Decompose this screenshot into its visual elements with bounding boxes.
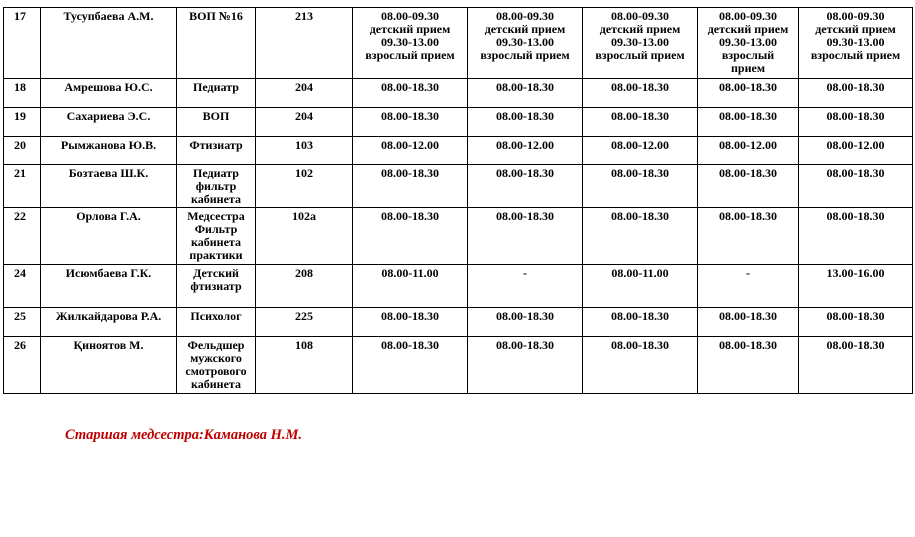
day-5-hours: 08.00-18.30 [799,79,913,108]
day-4-hours: 08.00-18.30 [698,208,799,265]
employee-name: Сахариева Э.С. [41,108,177,137]
day-2-hours: 08.00-12.00 [468,137,583,165]
specialty: Педиатр [177,79,256,108]
day-5-hours: 08.00-12.00 [799,137,913,165]
day-4-hours: 08.00-09.30 детский прием 09.30-13.00 взрослый прием [698,8,799,79]
room-number: 102а [256,208,353,265]
table-row [4,265,913,308]
room-number: 108 [256,337,353,394]
employee-name: Орлова Г.А. [41,208,177,265]
day-2-hours: 08.00-18.30 [468,308,583,337]
day-5-hours: 08.00-18.30 [799,165,913,208]
day-2-hours: 08.00-18.30 [468,208,583,265]
specialty: Психолог [177,308,256,337]
room-number: 213 [256,8,353,79]
room-number: 225 [256,308,353,337]
table-row [4,8,913,79]
day-2-hours: 08.00-18.30 [468,165,583,208]
day-3-hours: 08.00-18.30 [583,79,698,108]
specialty: ВОП №16 [177,8,256,79]
day-4-hours: - [698,265,799,308]
day-3-hours: 08.00-18.30 [583,337,698,394]
day-3-hours: 08.00-11.00 [583,265,698,308]
table-row [4,308,913,337]
table-row [4,137,913,165]
day-3-hours: 08.00-18.30 [583,108,698,137]
day-2-hours: - [468,265,583,308]
day-4-hours: 08.00-12.00 [698,137,799,165]
day-4-hours: 08.00-18.30 [698,108,799,137]
table-row [4,337,913,394]
row-number: 18 [4,79,41,108]
specialty: Медсестра Фильтр кабинета практики [177,208,256,265]
day-1-hours: 08.00-12.00 [353,137,468,165]
row-number: 25 [4,308,41,337]
day-3-hours: 08.00-18.30 [583,165,698,208]
room-number: 208 [256,265,353,308]
row-number: 17 [4,8,41,79]
day-2-hours: 08.00-18.30 [468,337,583,394]
day-1-hours: 08.00-18.30 [353,79,468,108]
employee-name: Жилкайдарова Р.А. [41,308,177,337]
day-1-hours: 08.00-18.30 [353,337,468,394]
specialty: Педиатр фильтр кабинета [177,165,256,208]
specialty: ВОП [177,108,256,137]
row-number: 22 [4,208,41,265]
day-5-hours: 08.00-18.30 [799,108,913,137]
row-number: 20 [4,137,41,165]
day-1-hours: 08.00-18.30 [353,108,468,137]
employee-name: Бозтаева Ш.К. [41,165,177,208]
employee-name: Амрешова Ю.С. [41,79,177,108]
room-number: 102 [256,165,353,208]
day-5-hours: 08.00-18.30 [799,337,913,394]
day-4-hours: 08.00-18.30 [698,79,799,108]
day-5-hours: 08.00-18.30 [799,208,913,265]
day-3-hours: 08.00-18.30 [583,308,698,337]
signature: Старшая медсестра:Каманова Н.М. [65,427,303,443]
row-number: 26 [4,337,41,394]
day-4-hours: 08.00-18.30 [698,337,799,394]
day-3-hours: 08.00-12.00 [583,137,698,165]
specialty: Фельдшер мужского смотрового кабинета [177,337,256,394]
specialty: Фтизиатр [177,137,256,165]
day-2-hours: 08.00-18.30 [468,108,583,137]
day-1-hours: 08.00-18.30 [353,208,468,265]
room-number: 204 [256,108,353,137]
employee-name: Тусупбаева А.М. [41,8,177,79]
employee-name: Исюмбаева Г.К. [41,265,177,308]
table-row [4,165,913,208]
table-row [4,79,913,108]
schedule-table [3,7,913,394]
day-3-hours: 08.00-09.30 детский прием 09.30-13.00 взрослый прием [583,8,698,79]
row-number: 21 [4,165,41,208]
row-number: 24 [4,265,41,308]
day-5-hours: 08.00-09.30 детский прием 09.30-13.00 взрослый прием [799,8,913,79]
table-row [4,208,913,265]
day-2-hours: 08.00-18.30 [468,79,583,108]
specialty: Детский фтизиатр [177,265,256,308]
employee-name: Қиноятов М. [41,337,177,394]
day-1-hours: 08.00-11.00 [353,265,468,308]
day-3-hours: 08.00-18.30 [583,208,698,265]
room-number: 103 [256,137,353,165]
employee-name: Рымжанова Ю.В. [41,137,177,165]
day-5-hours: 08.00-18.30 [799,308,913,337]
table-row [4,108,913,137]
day-4-hours: 08.00-18.30 [698,308,799,337]
day-5-hours: 13.00-16.00 [799,265,913,308]
day-4-hours: 08.00-18.30 [698,165,799,208]
room-number: 204 [256,79,353,108]
day-2-hours: 08.00-09.30 детский прием 09.30-13.00 взрослый прием [468,8,583,79]
day-1-hours: 08.00-09.30 детский прием 09.30-13.00 взрослый прием [353,8,468,79]
day-1-hours: 08.00-18.30 [353,308,468,337]
row-number: 19 [4,108,41,137]
day-1-hours: 08.00-18.30 [353,165,468,208]
